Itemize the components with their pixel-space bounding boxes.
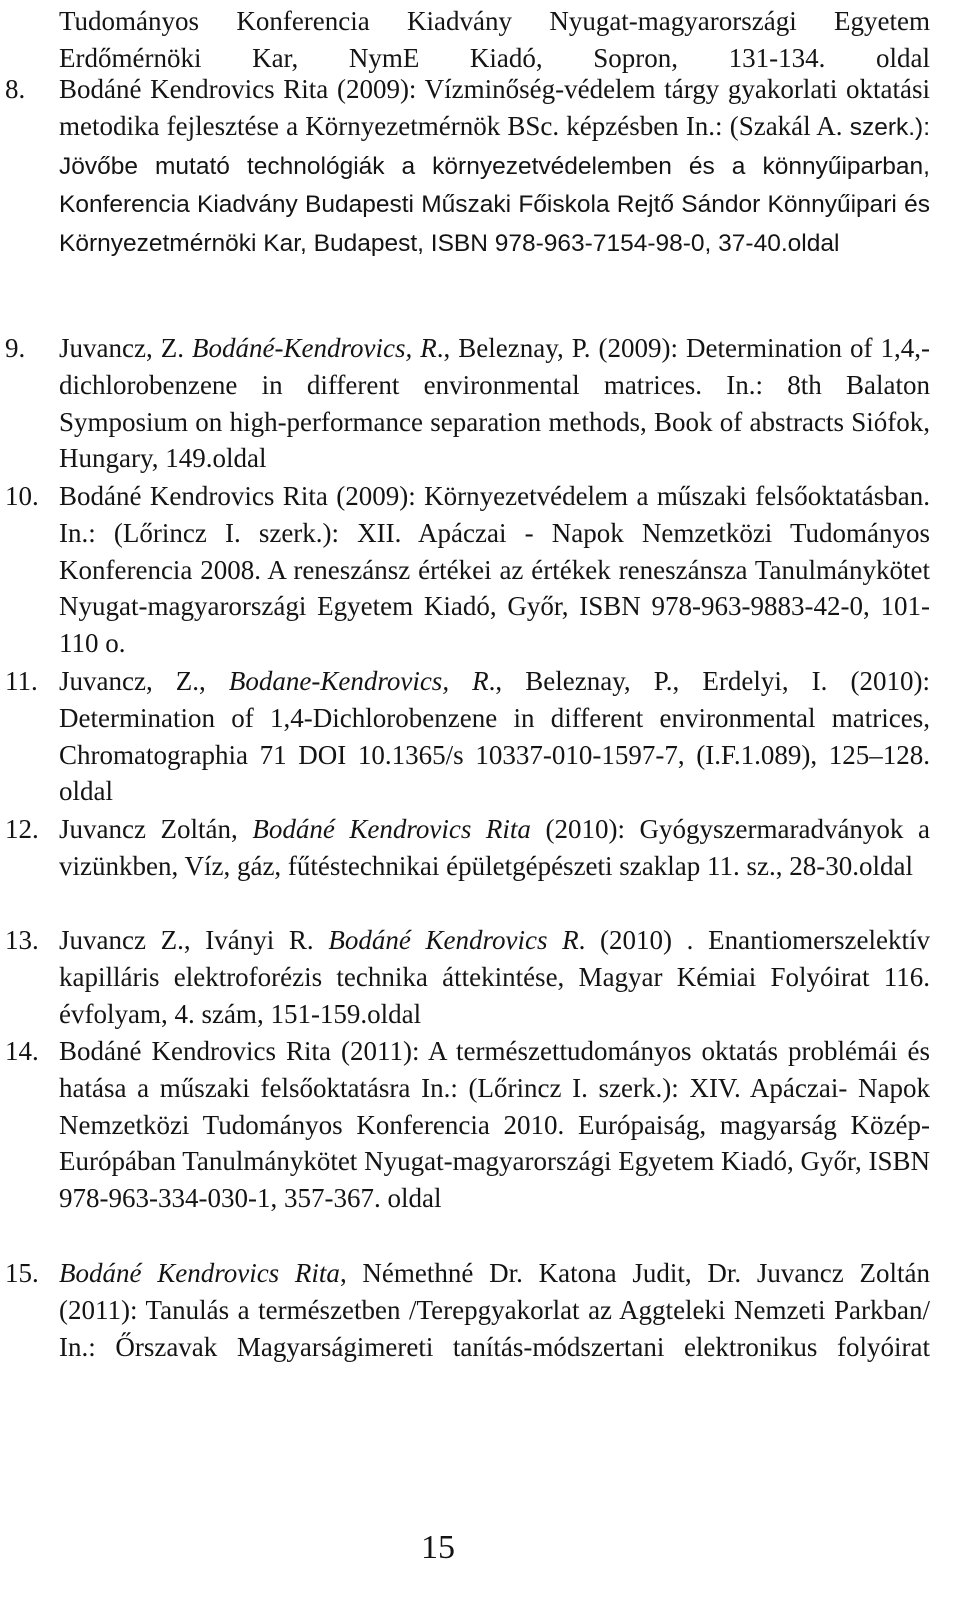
reference-number: 11. (5, 666, 38, 696)
reference-text (59, 811, 930, 885)
reference-text (59, 478, 930, 662)
reference-segment: ., Beleznay, P., Erdelyi, I. (2010): Determination of 1,4-Dichlorobenzene in different environmental matrices, Chromatographia 71 DOI 10.1365/s 10337-010-1597-7, (I.F.1.089), 125–128. oldal (59, 666, 930, 807)
reference-number: 10. (5, 481, 39, 511)
reference-segment: Juvancz Zoltán, (59, 814, 253, 844)
reference-text (59, 663, 930, 810)
reference-text (59, 1033, 930, 1217)
reference-segment: szerk.): Jövőbe mutató technológiák a környezetvédelemben és a könnyűiparban, Konferencia Kiadvány Budapesti Műszaki Főiskola Rejtő Sándor Könnyűipari és Környezetmérnöki Kar, Budapest, ISBN 978-963-7154-98-0, 37-40.oldal (59, 113, 930, 258)
reference-number: 13. (5, 925, 39, 955)
reference-text (59, 71, 930, 263)
reference-segment: Juvancz Z., Iványi R. (59, 925, 329, 955)
reference-text (59, 1255, 930, 1365)
reference-number: 12. (5, 814, 39, 844)
reference-segment: , Némethné Dr. Katona Judit, Dr. Juvancz Zoltán (2011): Tanulás a természetben /Terepgyakorlat az Aggteleki Nemzeti Parkban/ In.: Őrszavak Magyarságimereti tanítás-módszertani elektronikus folyóirat (59, 1258, 930, 1362)
reference-authors-italic: Bodáné Kendrovics Rita (252, 814, 531, 844)
reference-segment: Juvancz, Z., (59, 666, 229, 696)
reference-number: 9. (5, 333, 26, 363)
reference-segment: Bodáné Kendrovics Rita (2009): Környezetvédelem a műszaki felsőoktatásban. In.: (Lőrincz I. szerk.): XII. Apáczai - Napok Nemzetközi Tudományos Konferencia 2008. A reneszánsz értékei az értékek reneszánsza Tanulmánykötet Nyugat-magyarországi Egyetem Kiadó, Győr, ISBN 978-963-9883-42-0, 101-110 o. (59, 481, 930, 659)
reference-segment: Bodáné Kendrovics Rita (2009): Vízminőség-védelem tárgy gyakorlati oktatási metodika fejlesztése a Környezetmérnök BSc. képzésben In.: (Szakál A. (59, 74, 930, 141)
reference-text (59, 330, 930, 477)
reference-segment: Tudományos Konferencia Kiadvány Nyugat-magyarországi Egyetem Erdőmérnöki Kar, NymE Kiadó, Sopron, 131-134. oldal (59, 6, 930, 73)
reference-number: 8. (5, 74, 26, 104)
reference-number: 15. (5, 1258, 39, 1288)
reference-segment: Juvancz, Z. (59, 333, 193, 363)
reference-segment: ., Beleznay, P. (2009): Determination of 1,4,-dichlorobenzene in different environmental matrices. In.: 8th Balaton Symposium on high-performance separation methods, Book of abstracts Siófok, Hungary, 149.oldal (59, 333, 931, 474)
reference-text (59, 922, 930, 1032)
reference-number: 14. (5, 1036, 39, 1066)
reference-authors-italic: Bodane-Kendrovics, R (228, 666, 489, 696)
page-number: 15 (421, 1529, 455, 1566)
reference-segment: Bodáné Kendrovics Rita (2011): A természettudományos oktatás problémái és hatása a műszaki felsőoktatásra In.: (Lőrincz I. szerk.): XIV. Apáczai- Napok Nemzetközi Tudományos Konferencia 2010. Európaiság, magyarság Közép-Európában Tanulmánykötet Nyugat-magyarországi Egyetem Kiadó, Győr, ISBN 978-963-334-030-1, 357-367. oldal (59, 1036, 930, 1214)
reference-segment: . (2010) . Enantiomerszelektív kapilláris elektroforézis technika áttekintése, Magyar Kémiai Folyóirat 116. évfolyam, 4. szám, 151-159.oldal (59, 925, 931, 1029)
reference-authors-italic: Bodáné Kendrovics R (328, 925, 579, 955)
reference-authors-italic: Bodáné-Kendrovics, R (192, 333, 437, 363)
reference-segment: (2010): Gyógyszermaradványok a vizünkben, Víz, gáz, fűtéstechnikai épületgépészeti szaklap 11. sz., 28-30.oldal (59, 814, 930, 881)
reference-text (59, 3, 930, 77)
reference-authors-italic: Bodáné Kendrovics Rita (59, 1258, 340, 1288)
